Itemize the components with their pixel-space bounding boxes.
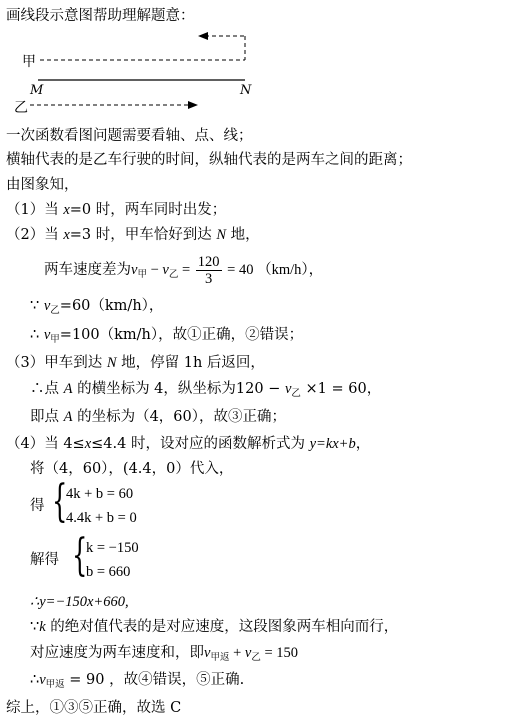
because-vyi: ∵ $v_乙=60(km/h)$， [30, 298, 164, 316]
text-line-2: 一次函数看图问题需要看轴、点、线； [6, 128, 253, 144]
yi-arrowhead [188, 101, 198, 109]
label-yi: 乙 [14, 100, 28, 116]
brace-system-2: { [72, 530, 88, 581]
step-2: （2）当 x=3 时，甲车恰好到达 N 地， [6, 227, 260, 243]
system-1-eq-1: 4k + b = 60 [66, 486, 134, 502]
therefore-vjia: ∴ $v_甲=100(km/h)$，故①正确，②错误； [30, 327, 304, 345]
step-1: （1）当 x=0 时，两车同时出发； [6, 202, 227, 218]
system-2-eq-1: k = −150 [86, 540, 139, 556]
label-jia: 甲 [22, 54, 36, 70]
point-a-result: 即点 A 的坐标为（4，60），故③正确； [30, 409, 287, 425]
substitute-points: 将（4，60），(4.4，0）代入， [30, 461, 234, 477]
conclusion: 综上，①③⑤正确，故选 C [6, 700, 182, 716]
k-meaning: ∵k 的绝对值代表的是对应速度，这段图象两车相向而行， [30, 619, 399, 635]
label-de: 得 [30, 498, 45, 514]
label-jiede: 解得 [30, 552, 59, 568]
return-speed-result: $\therefore v_{甲返} = 90$ ，故④错误，⑤正确. [30, 672, 245, 690]
jia-arrowhead [198, 32, 208, 40]
step-4: （4）当 4≤x≤4.4 时，设对应的函数解析式为 y=kx+b， [6, 436, 371, 452]
function-result: ∴y=−150x+660, [30, 594, 129, 610]
point-a-coords: ∴点 A 的横坐标为 4，纵坐标为$120 - v_乙 \times 1 = 60$， [30, 381, 382, 399]
speed-sum: 对应速度为两车速度和，即$v_{甲返} + v_乙 = 150$ [30, 645, 299, 663]
text-line-4: 由图象知， [6, 177, 79, 193]
fraction-120-3: $\frac{120}{3}$ [197, 253, 220, 287]
intro-line: 画线段示意图帮助理解题意： [6, 8, 195, 24]
text-line-3: 横轴代表的是乙车行驶的时间，纵轴代表的是两车之间的距离； [6, 152, 412, 168]
system-1-eq-2: 4.4k + b = 0 [66, 510, 137, 526]
step-3: （3）甲车到达 N 地，停留 1h 后返回， [6, 355, 265, 371]
label-m: M [30, 83, 44, 98]
speed-difference: 两车速度差为$v_甲 - v_乙$ = $\frac{120}{3}$ = 40 （km/h）， [44, 253, 324, 287]
segment-diagram [0, 24, 270, 119]
system-2-eq-2: b = 660 [86, 564, 131, 580]
label-n: N [240, 83, 252, 98]
brace-system-1: { [52, 476, 68, 527]
